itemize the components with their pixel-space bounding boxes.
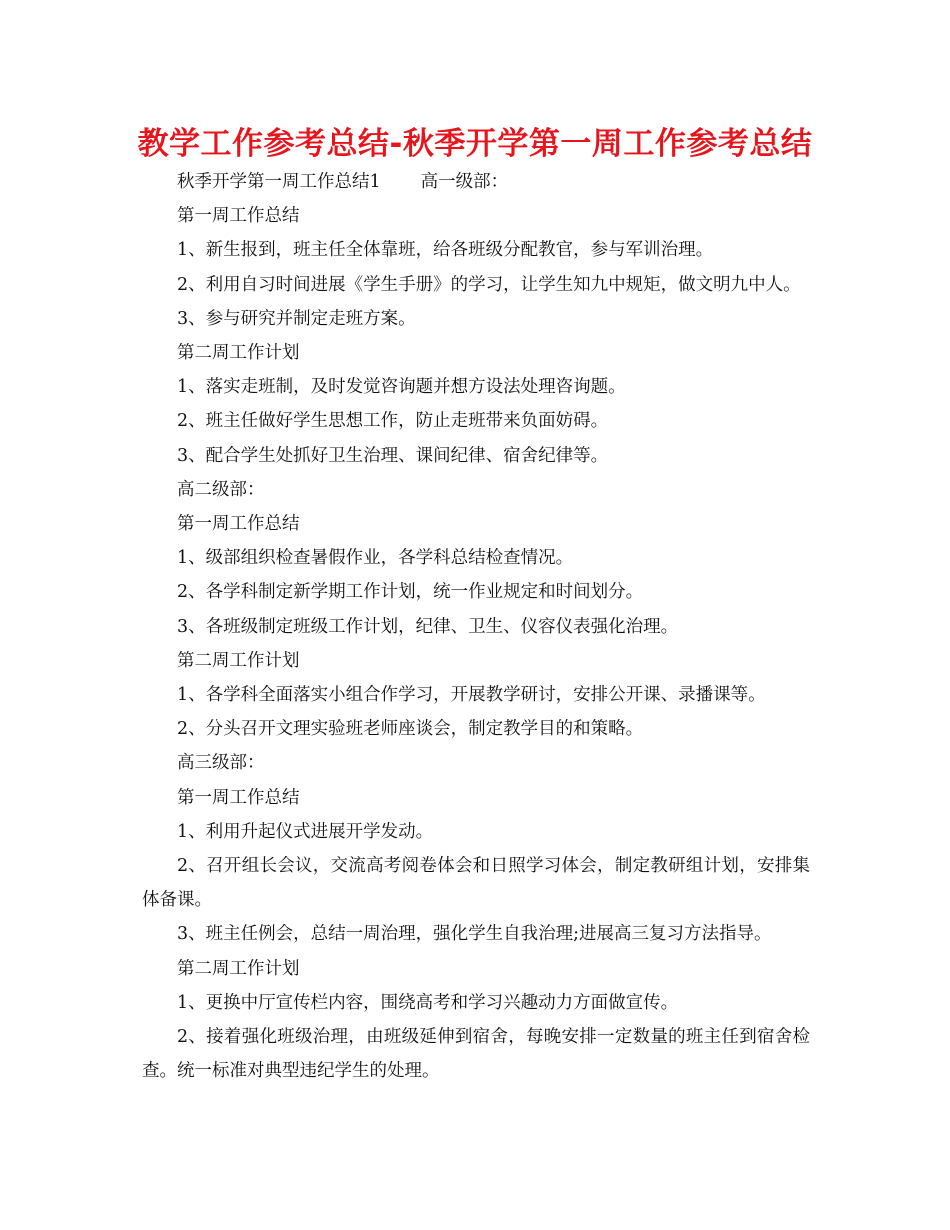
intro-heading: 秋季开学第一周工作总结1 bbox=[177, 172, 381, 192]
paragraph: 第二周工作计划 bbox=[177, 343, 300, 364]
paragraph: 1、落实走班制，及时发觉咨询题并想方设法处理咨询题。 bbox=[177, 377, 626, 398]
paragraph: 1、各学科全面落实小组合作学习，开展教学研讨，安排公开课、录播课等。 bbox=[177, 685, 766, 706]
paragraph: 1、新生报到，班主任全体靠班，给各班级分配教官，参与军训治理。 bbox=[177, 240, 714, 261]
document-title: 教学工作参考总结-秋季开学第一周工作参考总结 bbox=[137, 126, 813, 162]
paragraph: 2、召开组长会议，交流高考阅卷体会和日照学习体会，制定教研组计划，安排集体备课。 bbox=[142, 856, 810, 911]
paragraph-list bbox=[142, 199, 810, 1088]
paragraph: 1、更换中厅宣传栏内容，围绕高考和学习兴趣动力方面做宣传。 bbox=[177, 992, 679, 1013]
paragraph: 第一周工作总结 bbox=[177, 206, 300, 227]
paragraph: 2、分头召开文理实验班老师座谈会，制定教学目的和策略。 bbox=[177, 719, 644, 740]
paragraph: 1、利用升起仪式进展开学发动。 bbox=[177, 821, 434, 842]
intro-dept: 高一级部： bbox=[420, 172, 509, 192]
paragraph: 2、班主任做好学生思想工作，防止走班带来负面妨碍。 bbox=[177, 411, 609, 432]
paragraph: 2、各学科制定新学期工作计划，统一作业规定和时间划分。 bbox=[177, 582, 644, 603]
paragraph: 3、各班级制定班级工作计划，纪律、卫生、仪容仪表强化治理。 bbox=[177, 616, 679, 637]
paragraph: 3、配合学生处抓好卫生治理、课间纪律、宿舍纪律等。 bbox=[177, 445, 609, 466]
document-body bbox=[142, 165, 810, 1088]
paragraph: 2、利用自习时间进展《学生手册》的学习，让学生知九中规矩，做文明九中人。 bbox=[177, 274, 801, 295]
paragraph: 高三级部： bbox=[177, 753, 265, 774]
paragraph: 高二级部： bbox=[177, 479, 265, 500]
paragraph: 2、接着强化班级治理，由班级延伸到宿舍，每晚安排一定数量的班主任到宿舍检查。统一标准对典型违纪学生的处理。 bbox=[142, 1027, 810, 1082]
intro-line bbox=[142, 165, 810, 199]
paragraph: 第二周工作计划 bbox=[177, 958, 300, 979]
paragraph: 第一周工作总结 bbox=[177, 514, 300, 535]
paragraph: 第一周工作总结 bbox=[177, 787, 300, 808]
paragraph: 1、级部组织检查暑假作业，各学科总结检查情况。 bbox=[177, 548, 574, 569]
paragraph: 第二周工作计划 bbox=[177, 650, 300, 671]
paragraph: 3、参与研究并制定走班方案。 bbox=[177, 308, 416, 329]
paragraph: 3、班主任例会，总结一周治理，强化学生自我治理;进展高三复习方法指导。 bbox=[177, 924, 772, 945]
